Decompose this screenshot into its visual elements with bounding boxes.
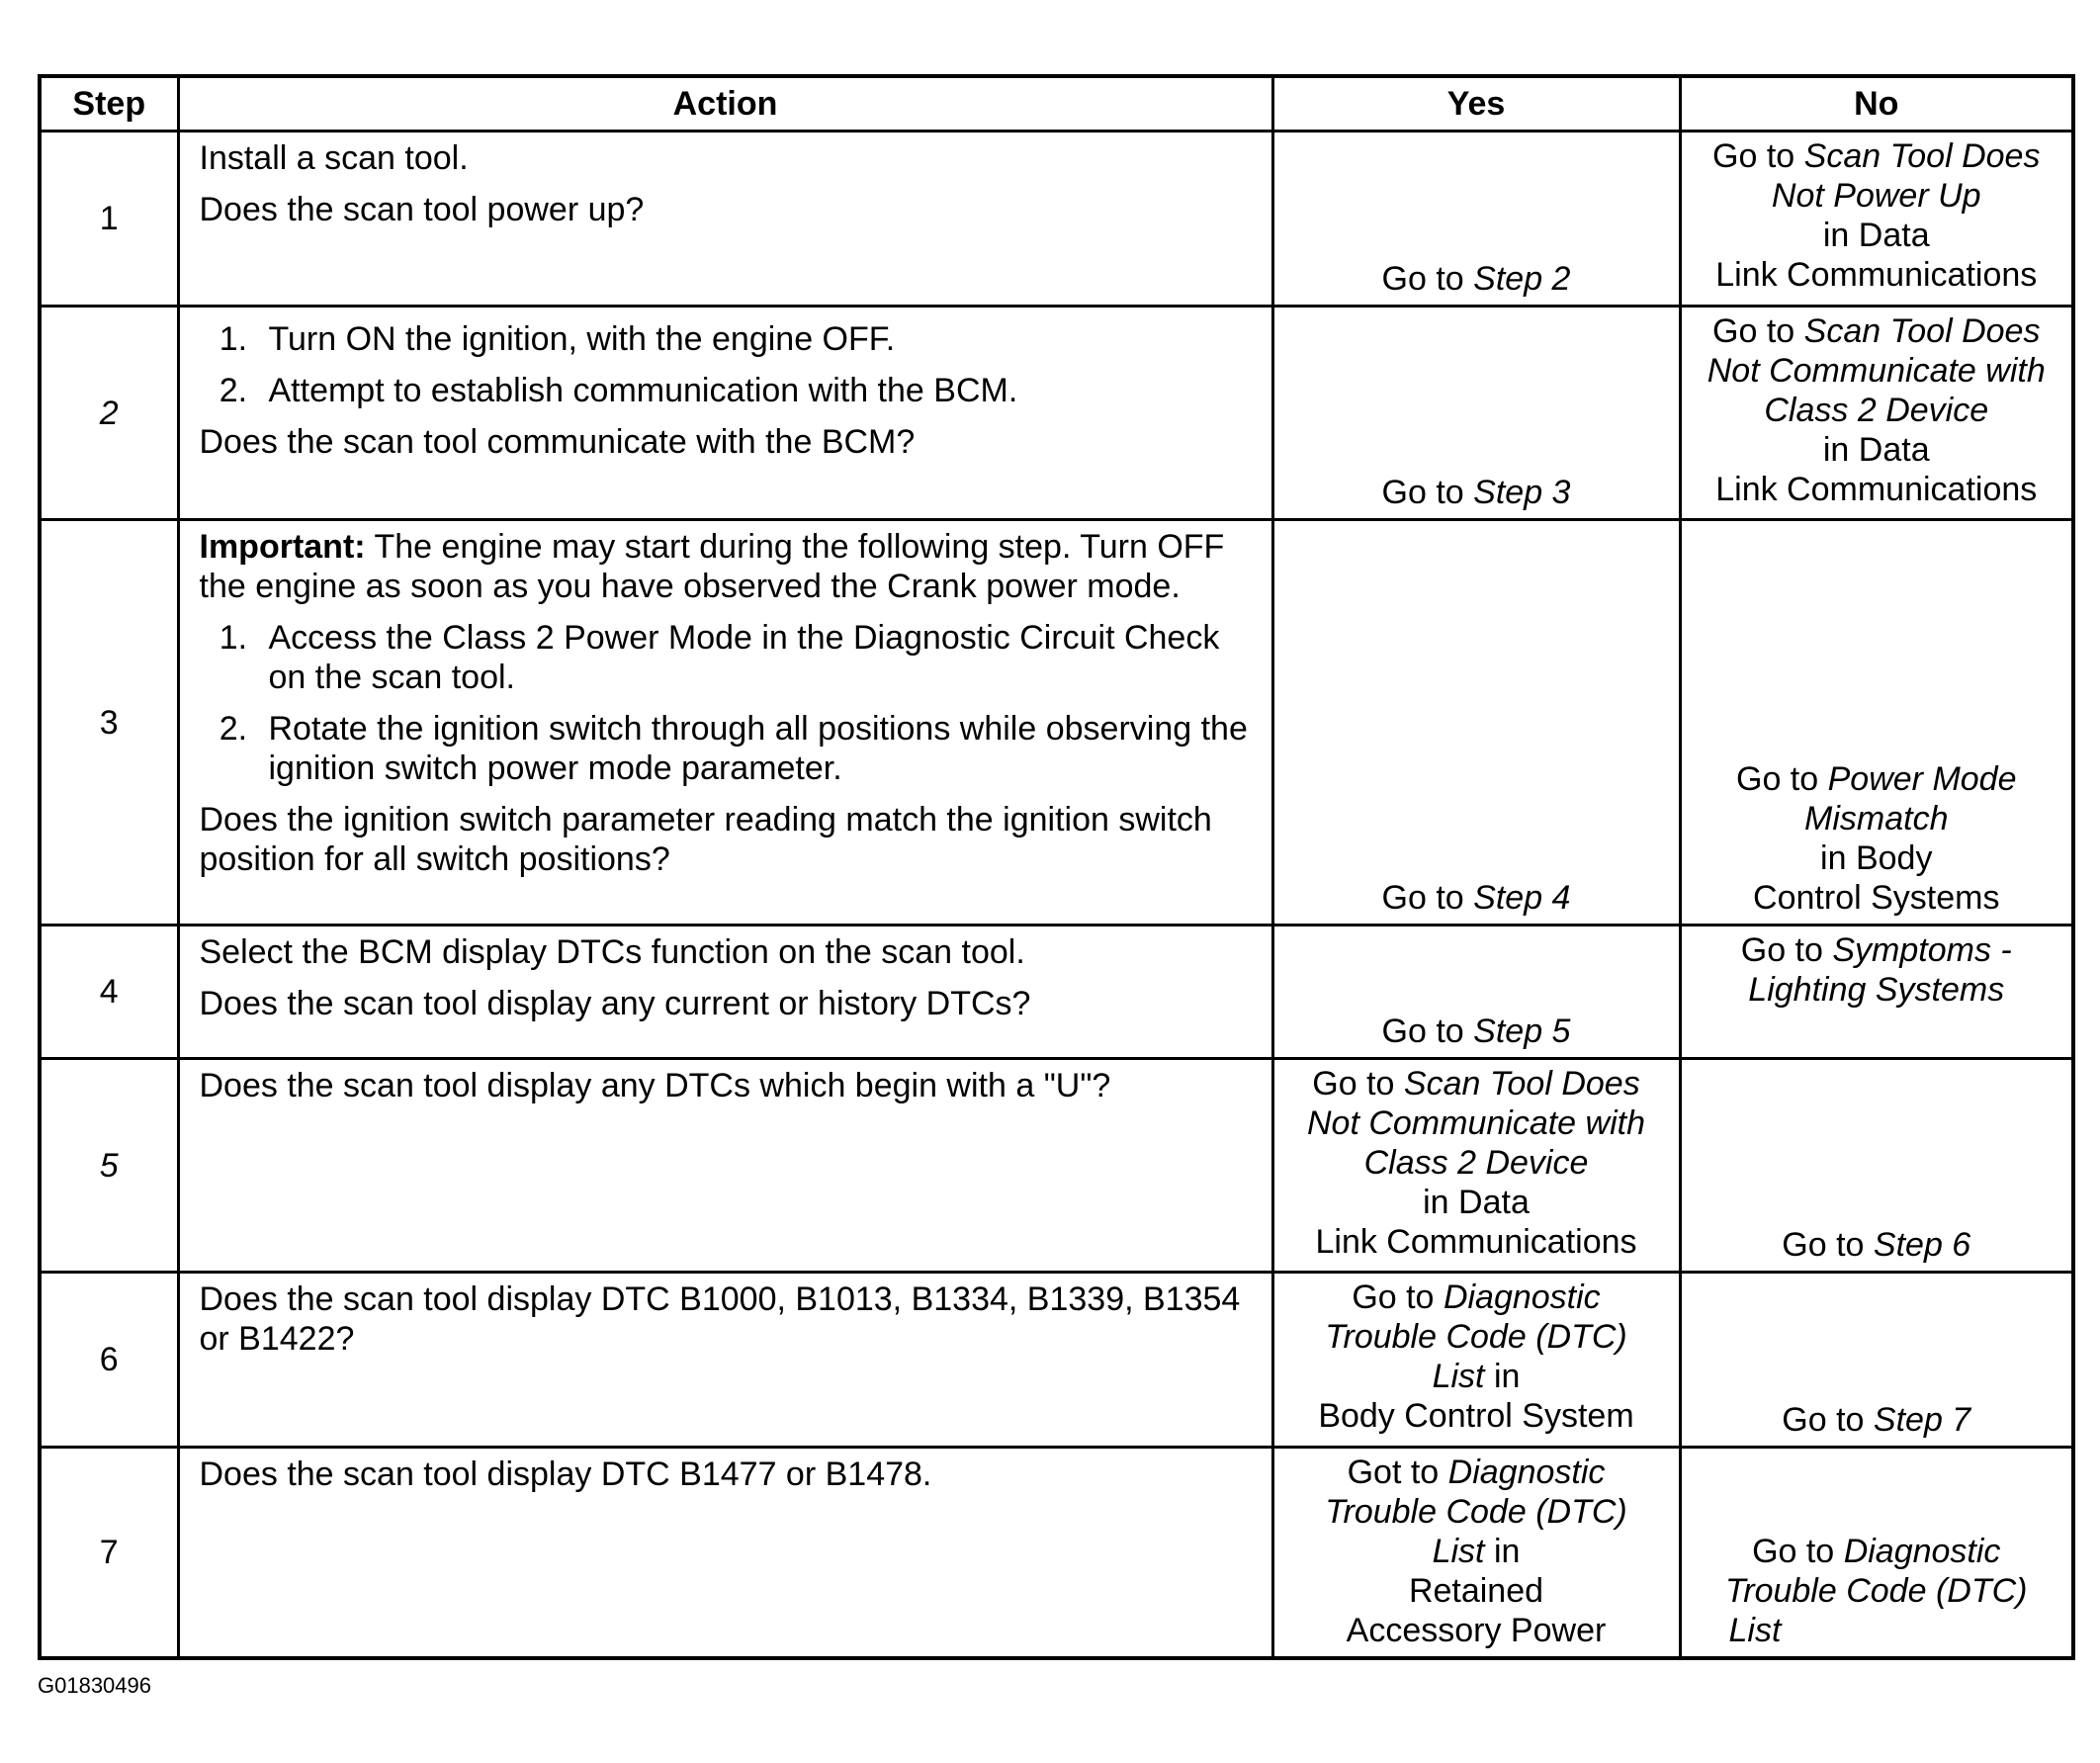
no-text: Link Communications (1715, 256, 2038, 294)
no-link[interactable]: List (1728, 1612, 1782, 1649)
yes-prefix: Got to (1347, 1454, 1440, 1491)
no-link[interactable]: Step 7 (1873, 1401, 1971, 1439)
yes-link[interactable]: Step 4 (1473, 879, 1571, 917)
yes-link[interactable]: Step 3 (1473, 474, 1571, 511)
yes-text: Link Communications (1315, 1223, 1637, 1261)
action-steps (200, 618, 1258, 788)
no-link[interactable]: Power Mode (1827, 760, 2017, 798)
step-number: 1 (40, 132, 178, 307)
action-question: Does the scan tool display any current or history DTCs? (199, 985, 1031, 1022)
action-cell (178, 926, 1272, 1059)
no-prefix: Go to (1782, 1401, 1865, 1439)
no-cell (1680, 926, 2073, 1059)
table-row (40, 307, 2073, 520)
header-no: No (1680, 76, 2073, 132)
action-step: 2. Rotate the ignition switch through all positions while observing the ignition switch power mode parameter. (257, 709, 1258, 788)
no-cell (1680, 1448, 2073, 1659)
action-question: Does the scan tool power up? (199, 191, 645, 228)
no-prefix: Go to (1740, 931, 1823, 969)
action-question: Does the scan tool display DTC B1000, B1013, B1334, B1339, B1354 or B1422? (199, 1280, 1241, 1358)
yes-link[interactable]: Class 2 Device (1363, 1144, 1589, 1182)
important-label: Important: (199, 528, 366, 566)
yes-link[interactable]: Step 2 (1473, 260, 1571, 298)
yes-prefix: Go to (1312, 1065, 1395, 1102)
no-link[interactable]: Scan Tool Does (1803, 137, 2041, 175)
no-prefix: Go to (1752, 1533, 1835, 1570)
no-cell (1680, 1273, 2073, 1448)
yes-prefix: Go to (1381, 474, 1464, 511)
step-number: 4 (40, 926, 178, 1059)
no-link[interactable]: Trouble Code (DTC) (1725, 1572, 2028, 1610)
no-text: Control Systems (1753, 879, 2000, 917)
yes-link[interactable]: List (1432, 1358, 1485, 1395)
yes-text: Body Control System (1318, 1397, 1634, 1435)
no-link[interactable]: Lighting Systems (1748, 971, 2005, 1009)
action-question: Does the scan tool display DTC B1477 or B1478. (199, 1455, 932, 1493)
action-step: 1. Access the Class 2 Power Mode in the Diagnostic Circuit Check on the scan tool. (257, 618, 1258, 697)
important-note (200, 527, 1258, 606)
step-number: 2 (40, 307, 178, 520)
no-text: in Data (1822, 431, 1930, 469)
header-yes: Yes (1272, 76, 1680, 132)
table-row (40, 1448, 2073, 1659)
yes-cell (1272, 1273, 1680, 1448)
header-step: Step (40, 76, 178, 132)
step-number: 7 (40, 1448, 178, 1659)
no-cell (1680, 1059, 2073, 1273)
important-text: The engine may start during the following step. Turn OFF the engine as soon as you have observed the Crank power mode. (199, 528, 1225, 605)
no-link[interactable]: Class 2 Device (1764, 392, 1989, 429)
action-question: Does the ignition switch parameter reading match the ignition switch position for all switch positions? (199, 801, 1212, 878)
no-link[interactable]: Step 6 (1873, 1226, 1971, 1264)
yes-cell (1272, 1059, 1680, 1273)
header-row (40, 76, 2073, 132)
no-link[interactable]: Diagnostic (1843, 1533, 2001, 1570)
action-step: 2. Attempt to establish communication with the BCM. (257, 371, 1258, 410)
no-prefix: Go to (1736, 760, 1819, 798)
yes-text: in (1493, 1533, 1521, 1570)
table-row (40, 1273, 2073, 1448)
figure-id: G01830496 (38, 1673, 151, 1698)
yes-link[interactable]: List (1432, 1533, 1485, 1570)
yes-link[interactable]: Trouble Code (DTC) (1325, 1318, 1627, 1356)
action-step: 1. Turn ON the ignition, with the engine OFF. (257, 319, 1258, 359)
yes-text: in (1493, 1358, 1521, 1395)
yes-link[interactable]: Diagnostic (1447, 1454, 1606, 1491)
header-action: Action (178, 76, 1272, 132)
action-cell (178, 1448, 1272, 1659)
table-row (40, 520, 2073, 926)
action-steps (200, 319, 1258, 410)
yes-link[interactable]: Trouble Code (DTC) (1325, 1493, 1627, 1531)
yes-cell (1272, 926, 1680, 1059)
yes-text: Retained (1408, 1572, 1544, 1610)
yes-link[interactable]: Step 5 (1473, 1013, 1571, 1050)
yes-link[interactable]: Diagnostic (1443, 1278, 1601, 1316)
table-row (40, 1059, 2073, 1273)
no-link[interactable]: Mismatch (1804, 800, 1949, 837)
action-question: Does the scan tool communicate with the BCM? (199, 423, 916, 461)
no-link[interactable]: Scan Tool Does (1803, 312, 2041, 350)
yes-cell (1272, 1448, 1680, 1659)
action-cell (178, 520, 1272, 926)
no-prefix: Go to (1712, 312, 1795, 350)
table-row (40, 926, 2073, 1059)
no-prefix: Go to (1712, 137, 1795, 175)
action-text: Install a scan tool. (199, 139, 469, 177)
step-number: 3 (40, 520, 178, 926)
yes-prefix: Go to (1381, 260, 1464, 298)
table-row (40, 132, 2073, 307)
no-text: in Data (1822, 217, 1930, 254)
action-cell (178, 307, 1272, 520)
no-cell (1680, 132, 2073, 307)
no-link[interactable]: Not Communicate with (1706, 352, 2046, 390)
yes-link[interactable]: Scan Tool Does (1403, 1065, 1640, 1102)
no-link[interactable]: Not Power Up (1771, 177, 1981, 215)
action-question: Does the scan tool display any DTCs which begin with a "U"? (199, 1067, 1111, 1104)
yes-prefix: Go to (1381, 879, 1464, 917)
yes-text: Accessory Power (1346, 1612, 1607, 1649)
yes-link[interactable]: Not Communicate with (1306, 1104, 1645, 1142)
yes-prefix: Go to (1381, 1013, 1464, 1050)
no-cell (1680, 520, 2073, 926)
action-cell (178, 1059, 1272, 1273)
no-text: in Body (1820, 839, 1933, 877)
step-number: 5 (40, 1059, 178, 1273)
yes-prefix: Go to (1352, 1278, 1435, 1316)
action-text: Select the BCM display DTCs function on the scan tool. (199, 933, 1025, 971)
yes-cell (1272, 520, 1680, 926)
action-cell (178, 132, 1272, 307)
no-cell (1680, 307, 2073, 520)
no-link[interactable]: Symptoms - (1832, 931, 2012, 969)
no-text: Link Communications (1715, 471, 2038, 508)
yes-text: in Data (1423, 1184, 1530, 1221)
no-prefix: Go to (1782, 1226, 1865, 1264)
diagnostic-table (38, 74, 2075, 1660)
yes-cell (1272, 307, 1680, 520)
action-cell (178, 1273, 1272, 1448)
yes-cell (1272, 132, 1680, 307)
step-number: 6 (40, 1273, 178, 1448)
